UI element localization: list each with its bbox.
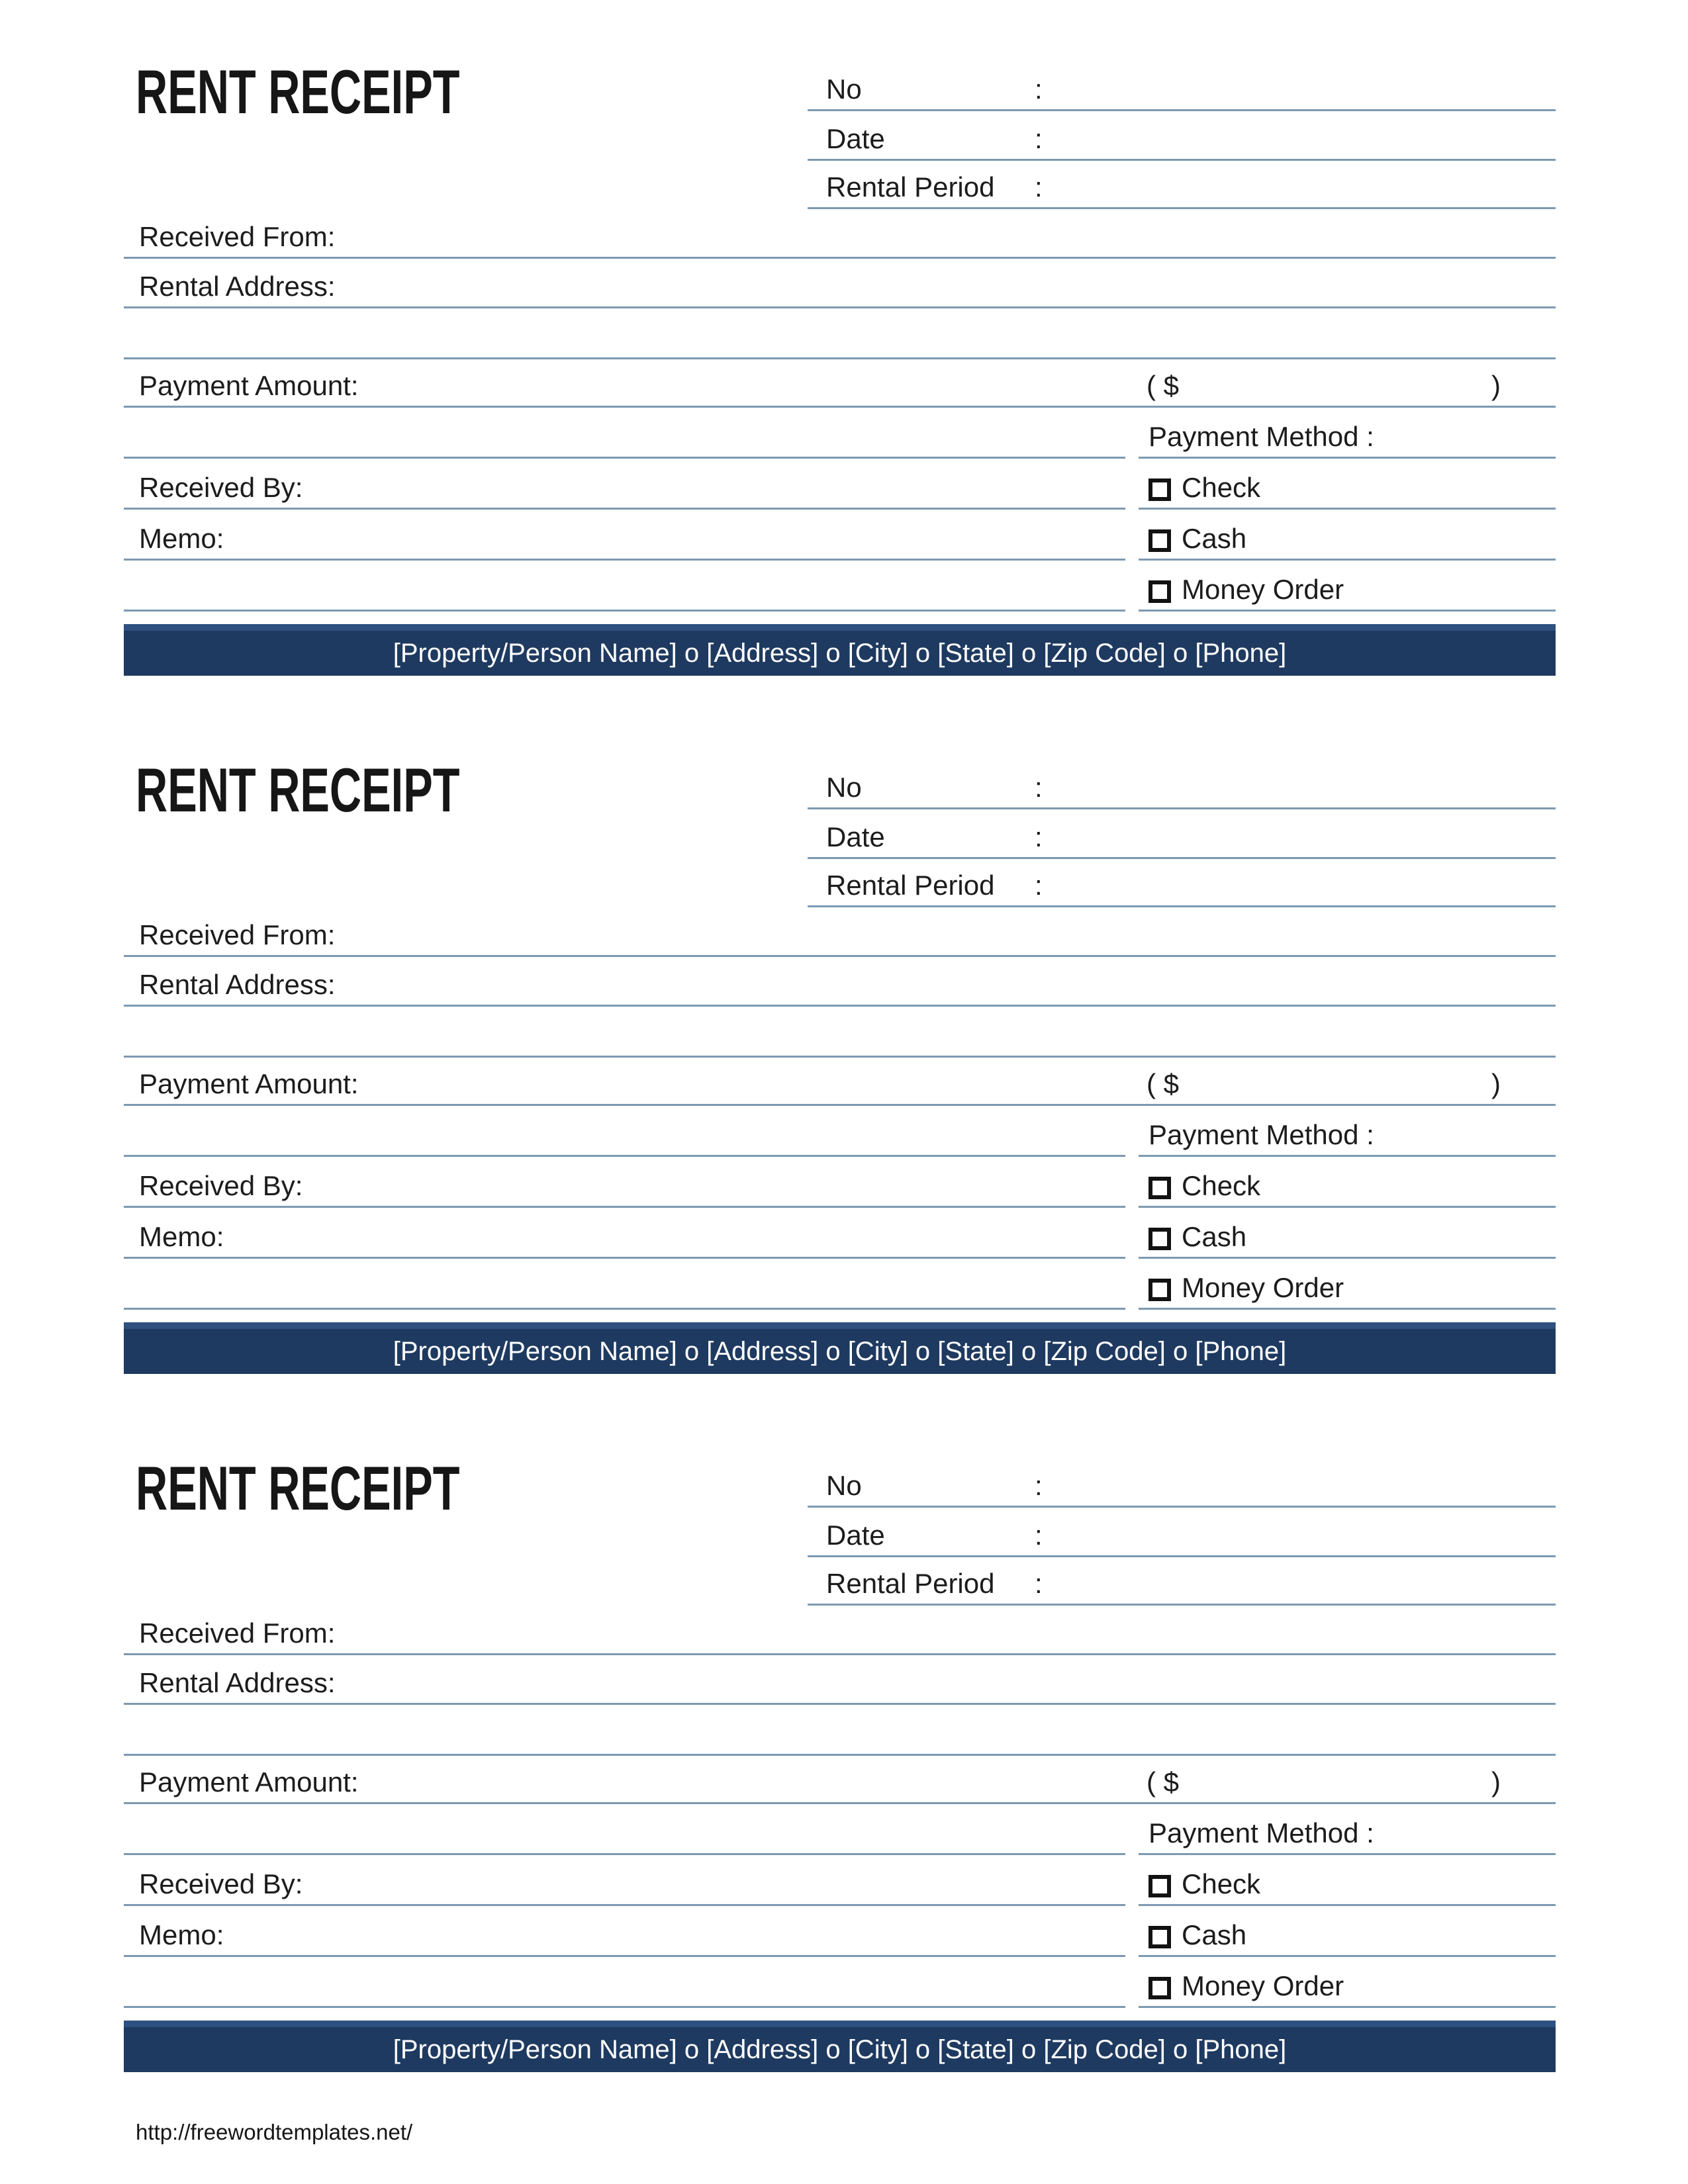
payment-method-label: Payment Method : (1149, 1817, 1374, 1848)
blank-line-left (124, 1813, 1125, 1855)
rental-address-row (124, 266, 1556, 308)
received-from-label: Received From: (139, 1617, 336, 1649)
rental-period-label: Rental Period (826, 1568, 995, 1599)
amount-open-paren: ( $ (1147, 370, 1180, 401)
cash-checkbox-icon[interactable] (1149, 1926, 1171, 1948)
cash-label: Cash (1182, 523, 1247, 554)
page-title: RENT RECEIPT (136, 755, 460, 825)
payment-method-label: Payment Method : (1149, 1119, 1374, 1150)
footer-bar (124, 2021, 1556, 2072)
memo-row (124, 1216, 1125, 1259)
date-label: Date (826, 123, 885, 154)
memo-row (124, 1915, 1125, 1957)
rental-address-label: Rental Address: (139, 271, 336, 302)
colon: : (1035, 870, 1043, 901)
received-by-row (124, 1165, 1125, 1208)
check-option-row (1139, 1165, 1556, 1208)
payment-amount-label: Payment Amount: (139, 1766, 359, 1797)
money-order-checkbox-icon[interactable] (1149, 1977, 1171, 1999)
blank-line-row (124, 317, 1556, 359)
payment-amount-row (124, 1064, 1556, 1106)
payment-amount-row (124, 365, 1556, 408)
money-order-checkbox-icon[interactable] (1149, 580, 1171, 603)
payment-amount-label: Payment Amount: (139, 1068, 359, 1099)
cash-label: Cash (1182, 1221, 1247, 1252)
amount-open-paren: ( $ (1147, 1766, 1180, 1797)
received-from-label: Received From: (139, 221, 336, 252)
check-label: Check (1182, 472, 1261, 503)
receipt-section-3 (0, 1396, 1688, 2095)
check-checkbox-icon[interactable] (1149, 1875, 1171, 1897)
colon: : (1035, 1568, 1043, 1599)
received-by-row (124, 467, 1125, 510)
receipt-section-2 (0, 698, 1688, 1396)
amount-close-paren: ) (1491, 1766, 1501, 1797)
money-order-option-row (1139, 569, 1556, 612)
blank-line-left (124, 416, 1125, 459)
cash-label: Cash (1182, 1919, 1247, 1950)
payment-amount-row (124, 1762, 1556, 1804)
memo-label: Memo: (139, 523, 224, 554)
receipt-section-1 (0, 0, 1688, 698)
check-checkbox-icon[interactable] (1149, 1177, 1171, 1199)
rental-period-field-row (808, 167, 1556, 209)
rental-period-field-row (808, 1563, 1556, 1606)
footer-bar-text: [Property/Person Name] o [Address] o [City] o [State] o [Zip Code] o [Phone] (393, 2034, 1287, 2064)
blank-line-left (124, 569, 1125, 612)
date-label: Date (826, 1520, 885, 1551)
amount-close-paren: ) (1491, 370, 1501, 401)
no-field-row (808, 69, 1556, 111)
cash-checkbox-icon[interactable] (1149, 1228, 1171, 1250)
check-label: Check (1182, 1170, 1261, 1201)
money-order-label: Money Order (1182, 1272, 1344, 1303)
colon: : (1035, 171, 1043, 203)
rental-address-label: Rental Address: (139, 969, 336, 1000)
footer-bar-text: [Property/Person Name] o [Address] o [City] o [State] o [Zip Code] o [Phone] (393, 638, 1287, 668)
memo-row (124, 518, 1125, 561)
no-label: No (826, 1470, 862, 1501)
no-label: No (826, 73, 862, 105)
received-by-row (124, 1864, 1125, 1906)
footer-bar (124, 624, 1556, 676)
blank-line-left (124, 1966, 1125, 2008)
date-label: Date (826, 821, 885, 852)
page-title: RENT RECEIPT (136, 57, 460, 126)
date-field-row (808, 817, 1556, 859)
colon: : (1035, 1470, 1043, 1501)
colon: : (1035, 123, 1043, 154)
blank-line-left (124, 1267, 1125, 1310)
date-field-row (808, 118, 1556, 161)
check-checkbox-icon[interactable] (1149, 478, 1171, 501)
colon: : (1035, 73, 1043, 105)
no-label: No (826, 772, 862, 803)
footer-bar-text: [Property/Person Name] o [Address] o [City] o [State] o [Zip Code] o [Phone] (393, 1336, 1287, 1366)
check-option-row (1139, 467, 1556, 510)
colon: : (1035, 772, 1043, 803)
cash-option-row (1139, 518, 1556, 561)
money-order-option-row (1139, 1267, 1556, 1310)
received-from-row (124, 1613, 1556, 1655)
amount-close-paren: ) (1491, 1068, 1501, 1099)
money-order-label: Money Order (1182, 1970, 1344, 2001)
rental-address-row (124, 1662, 1556, 1705)
blank-line-left (124, 1115, 1125, 1157)
page-title: RENT RECEIPT (136, 1453, 460, 1523)
blank-line-row (124, 1713, 1556, 1756)
rental-address-row (124, 964, 1556, 1007)
received-from-label: Received From: (139, 919, 336, 950)
check-option-row (1139, 1864, 1556, 1906)
amount-open-paren: ( $ (1147, 1068, 1180, 1099)
payment-method-row (1139, 1813, 1556, 1855)
payment-method-label: Payment Method : (1149, 421, 1374, 452)
rental-period-label: Rental Period (826, 870, 995, 901)
memo-label: Memo: (139, 1221, 224, 1252)
footer-bar (124, 1322, 1556, 1374)
rental-address-label: Rental Address: (139, 1667, 336, 1698)
rental-period-field-row (808, 865, 1556, 907)
received-by-label: Received By: (139, 1170, 303, 1201)
payment-method-row (1139, 1115, 1556, 1157)
rental-period-label: Rental Period (826, 171, 995, 203)
received-by-label: Received By: (139, 1868, 303, 1899)
no-field-row (808, 767, 1556, 809)
date-field-row (808, 1515, 1556, 1557)
received-from-row (124, 915, 1556, 957)
money-order-option-row (1139, 1966, 1556, 2008)
money-order-checkbox-icon[interactable] (1149, 1279, 1171, 1301)
no-field-row (808, 1465, 1556, 1508)
blank-line-row (124, 1015, 1556, 1058)
received-by-label: Received By: (139, 472, 303, 503)
source-url: http://freewordtemplates.net/ (136, 2120, 413, 2144)
memo-label: Memo: (139, 1919, 224, 1950)
cash-checkbox-icon[interactable] (1149, 529, 1171, 552)
check-label: Check (1182, 1868, 1261, 1899)
payment-method-row (1139, 416, 1556, 459)
colon: : (1035, 821, 1043, 852)
cash-option-row (1139, 1915, 1556, 1957)
payment-amount-label: Payment Amount: (139, 370, 359, 401)
received-from-row (124, 216, 1556, 259)
cash-option-row (1139, 1216, 1556, 1259)
money-order-label: Money Order (1182, 574, 1344, 605)
colon: : (1035, 1520, 1043, 1551)
